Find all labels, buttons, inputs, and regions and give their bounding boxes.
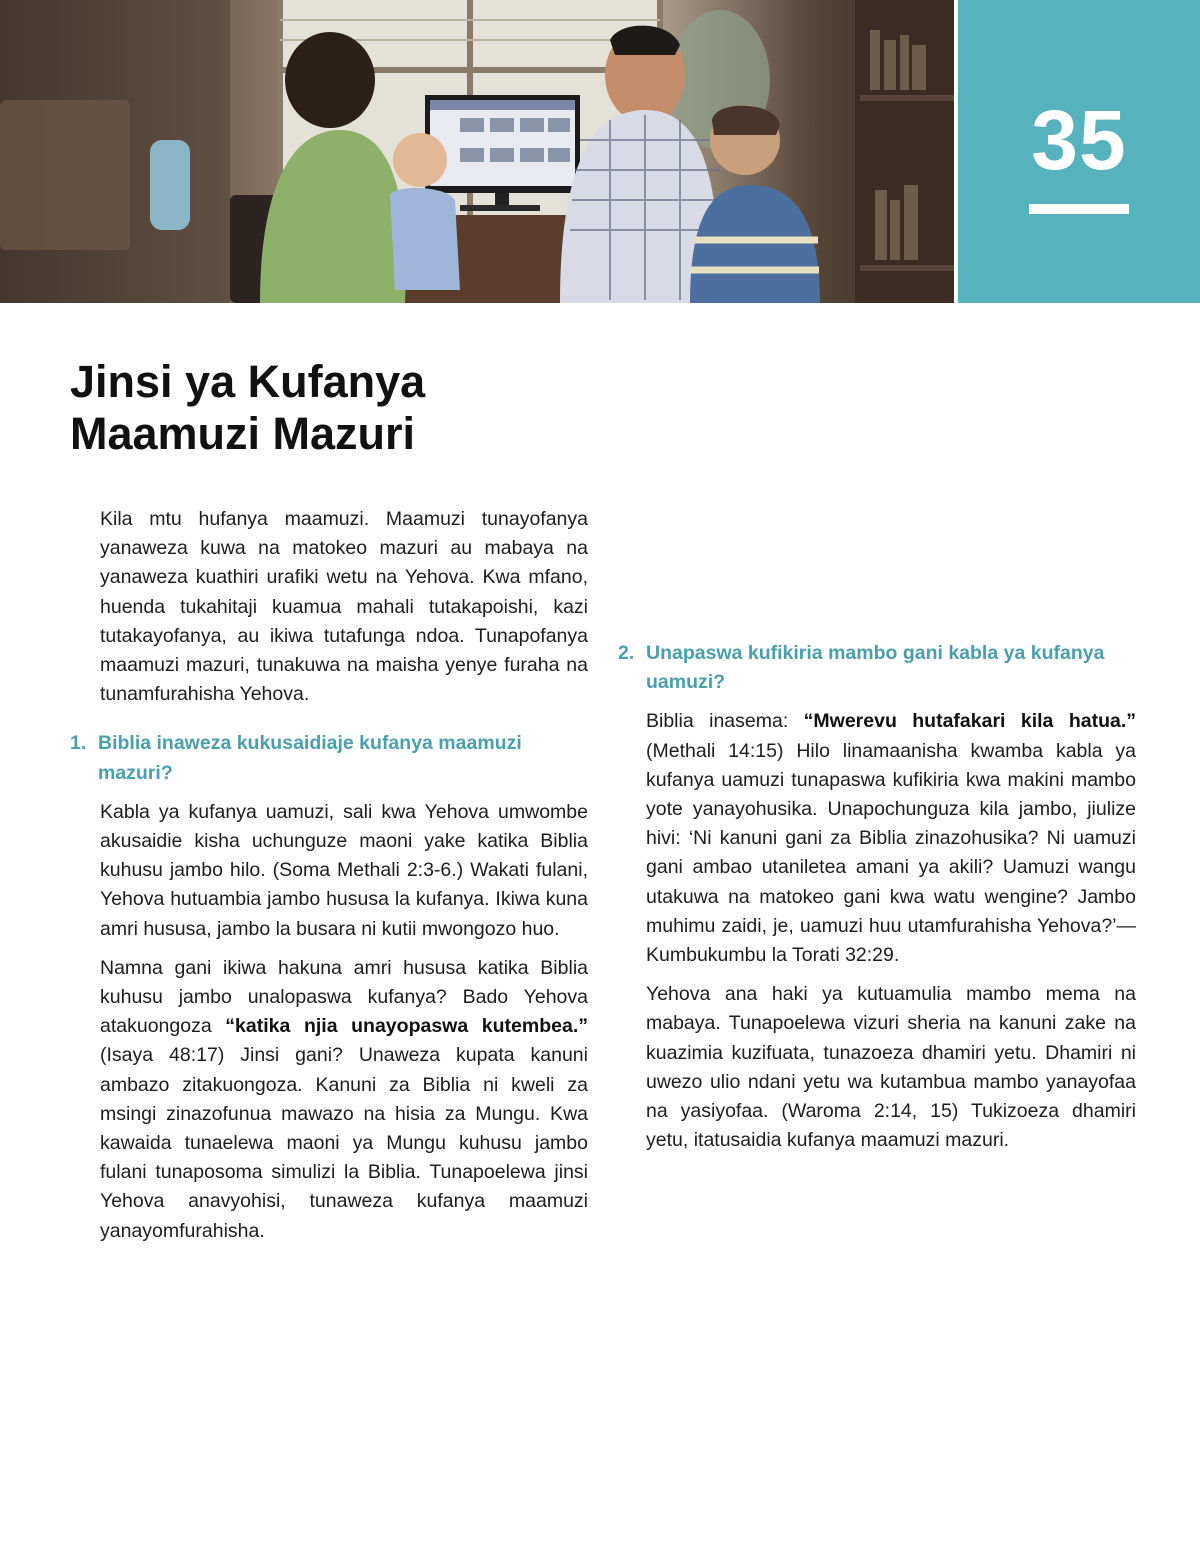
question-1-text: Biblia inaweza kukusaidiaje kufanya maamuzi mazuri? — [98, 732, 522, 784]
answer-2-p1-start: Biblia inasema: — [646, 710, 804, 733]
question-2 — [618, 639, 1136, 697]
chapter-number: 35 — [1031, 93, 1127, 187]
scripture-quote-proverbs: “Mwerevu hutafakari kila hatua.” — [803, 710, 1136, 733]
title-line-2: Maamuzi Mazuri — [70, 408, 416, 459]
answer-1-paragraph-2 — [70, 954, 588, 1246]
page-title — [70, 356, 770, 460]
hero-photo — [0, 0, 954, 303]
title-line-1: Jinsi ya Kufanya — [70, 356, 426, 407]
answer-2-p1-end: (Methali 14:15) Hilo linamaanisha kwamba kabla ya kufanya uamuzi tunapaswa kufikiria kwa makini mambo yote yanayohusika. Unapochunguza kila jambo, jiulize hivi: ‘Ni kanuni gani za Biblia zinazohusika? Ni uamuzi gani ambao utaniletea amani ya akili? Uamuzi wangu utakuwa na matokeo gani kwa watu wengine? Jambo muhimu zaidi, je, uamuzi huu utamfurahisha Yehova?’—Kumbukumbu la Torati 32:29. — [646, 739, 1136, 967]
chapter-underline — [1029, 204, 1129, 214]
chapter-badge — [958, 0, 1200, 303]
answer-2-paragraph-1 — [618, 707, 1136, 970]
answer-1-p2-end: (Isaya 48:17) Jinsi gani? Unaweza kupata kanuni ambazo zitakuongoza. Kanuni za Biblia ni kweli za msingi zinazofunua mawazo na hisia za Mungu. Kwa kawaida tunaelewa maoni ya Mungu kuhusu jambo fulani tunaposoma simulizi la Biblia. Tunapoelewa jinsi Yehova anavyohisi, tunaweza kufanya maamuzi yanayomfurahisha. — [100, 1044, 588, 1242]
intro-paragraph: Kila mtu hufanya maamuzi. Maamuzi tunayofanya yanaweza kuwa na matokeo mazuri au mabaya na yanaweza kuathiri urafiki wetu na Yehova. Kwa mfano, huenda tukahitaji kuamua mahali tutakapoishi, kazi tutakayofanya, au ikiwa tutafunga ndoa. Tunapofanya maamuzi mazuri, tunakuwa na maisha yenye furaha na tunamfurahisha Yehova. — [100, 508, 588, 706]
scripture-quote-isaiah: “katika njia unayopaswa kutembea.” — [225, 1015, 588, 1038]
question-2-text: Unapaswa kufikiria mambo gani kabla ya kufanya uamuzi? — [646, 642, 1105, 694]
question-1 — [70, 729, 588, 787]
answer-1-paragraph-1: Kabla ya kufanya uamuzi, sali kwa Yehova umwombe akusaidie kisha uchunguze maoni yake katika Biblia kuhusu jambo hilo. (Soma Methali 2:3-6.) Wakati fulani, Yehova hutuambia jambo hususa la kufanya. Ikiwa kuna amri hususa, jambo la busara ni kutii mwongozo huo. — [100, 800, 588, 940]
left-column — [70, 505, 588, 1256]
answer-1-p2-start: Namna gani ikiwa hakuna amri hususa katika Biblia kuhusu jambo unalopaswa kufanya? Bado Yehova atakuongoza — [100, 956, 588, 1038]
question-2-number: 2. — [618, 642, 635, 664]
photo-family-at-computer-icon — [0, 0, 954, 303]
answer-2-paragraph-2: Yehova ana haki ya kutuamulia mambo mema na mabaya. Tunapoelewa vizuri sheria na kanuni zake na kuazimia kuzifuata, tunazoeza dhamiri yetu. Dhamiri ni uwezo ulio ndani yetu wa kutambua mambo yanayofaa na yasiyofaa. (Waroma 2:14, 15) Tukizoeza dhamiri yetu, itatusaidia kufanya maamuzi mazuri. — [646, 983, 1136, 1152]
question-1-number: 1. — [70, 732, 87, 755]
right-column — [618, 505, 1136, 1165]
